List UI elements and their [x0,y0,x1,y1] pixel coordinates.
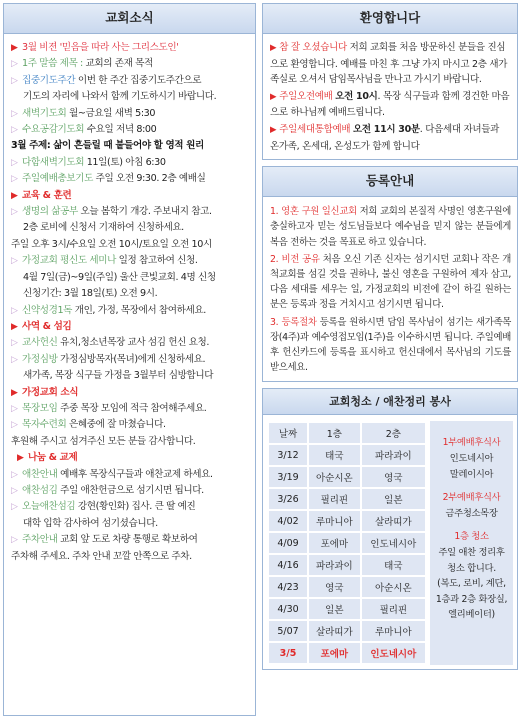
news-item-continuation [11,368,250,384]
bullet-marker-icon: ▷ [11,157,18,168]
cell-floor1: 포에마 [309,533,360,553]
news-item [11,253,250,269]
news-text: 주일 오후 3시/수요일 오전 10시/토요일 오전 10시 [11,238,212,250]
bullet-marker-icon: ▷ [11,403,18,414]
news-label: 신약성경1독 [22,304,73,316]
news-text: 개인, 가정, 목장에서 참여하세요. [72,304,206,316]
news-item [11,56,250,72]
bullet-marker-icon: ▷ [11,59,18,70]
cell-date: 4/09 [269,533,307,553]
registration-label: 1. 영혼 구원 일신교회 [270,206,357,218]
registration-paragraph [270,252,511,313]
table-row [269,621,425,641]
cell-floor1: 필리핀 [309,489,360,509]
news-item [11,467,250,483]
news-text: 월~금요일 새벽 5:30 [66,107,156,119]
notes-cleaning-line4: 1층과 2층 화장실, [435,593,508,605]
news-text: 대학 입학 감사하여 섬기셨습니다. [23,517,158,529]
news-item [11,417,250,433]
cell-date: 3/26 [269,489,307,509]
bullet-marker-icon: ▶ [11,387,18,398]
bullet-marker-icon: ▷ [11,75,18,86]
cell-floor1: 포에마 [309,643,360,663]
news-label: 가정교회 평신도 세미나 [22,255,116,267]
news-label: 오늘애찬섬김 [22,501,76,513]
welcome-paragraph [270,40,510,88]
welcome-panel [262,3,518,160]
news-text: 강현(황인화) 집사. 큰 딸 예진 [75,501,196,513]
news-item-continuation [11,434,250,450]
welcome-text: 주일오전예배 [279,90,333,102]
news-item-continuation [11,516,250,532]
bullet-marker-icon: ▷ [11,469,18,480]
cleaning-content [263,415,517,669]
welcome-paragraph [270,89,510,121]
church-news-list [4,34,255,565]
notes-cleaning-title: 1층 청소 [454,531,489,543]
news-text: 오늘 봄학기 개강. 주보내지 참고. [77,206,212,218]
news-label: 애찬안내 [22,468,58,480]
news-item [11,106,250,122]
news-label: 집중기도주간 [22,74,76,86]
news-text: 주일 오전 9:30. 2층 예배실 [92,173,206,185]
cell-date: 4/23 [269,577,307,597]
news-item [11,122,250,138]
cell-date: 3/5 [269,643,307,663]
news-label: 목자수련회 [22,419,67,431]
news-item [11,319,250,335]
notes-cleaning-line5: 엘리베이터) [448,609,495,621]
news-text: 가정심방목자(목녀)에게 신청하세요. [57,353,206,365]
news-text: 이번 한 주간 집중기도주간으로 [75,74,202,86]
bullet-marker-icon: ▷ [11,125,18,136]
news-text: 주차해 주세요. 주차 안내 꼬깔 안쪽으로 주차. [11,550,192,562]
welcome-text: 오전 10시 [335,90,378,102]
bullet-marker-icon: ▶ [17,453,24,464]
cell-floor2: 루마니아 [362,621,425,641]
cell-floor1: 일본 [309,599,360,619]
news-text: 주중 목장 모임에 적극 참여해주세요. [57,402,207,414]
cell-floor2: 아순시온 [362,577,425,597]
news-label: 사역 & 섬김 [22,320,72,332]
news-item [11,450,250,466]
news-item [11,385,250,401]
news-text: 유치,청소년목장 교사 섬김 헌신 요청. [57,337,210,349]
table-row [269,599,425,619]
welcome-text: . 목장 식구들과 함께 경건한 마음으로 하나님께 예배드립니다. [270,90,510,119]
news-label: 가정심방 [22,353,58,365]
news-item [11,40,250,56]
registration-label: 3. 등록절차 [270,316,317,328]
news-item [11,73,250,89]
bullet-marker-icon: ▷ [11,305,18,316]
news-item-continuation [11,549,250,565]
news-item [11,532,250,548]
registration-label: 2. 비전 공유 [270,253,320,265]
bullet-marker-icon: ▶ [11,43,18,53]
notes-meal2-line1: 금주청소목장 [445,507,498,519]
cell-date: 3/19 [269,467,307,487]
notes-meal2-title: 2부예배후식사 [442,492,501,504]
header-floor1: 1층 [309,423,360,443]
news-text: 2층 로비에 신청서 기재하여 신청하세요. [23,222,184,234]
triangle-bullet-icon: ▶ [270,91,277,102]
notes-meal1-line1: 인도네시아 [449,452,494,464]
header-floor2: 2층 [362,423,425,443]
notes-cleaning-line3: (복도, 로비, 계단, [437,578,506,590]
bullet-marker-icon: ▷ [11,207,18,218]
news-label: 새벽기도회 [22,107,67,119]
registration-body [263,197,517,381]
church-news-panel [3,3,256,716]
registration-paragraph [270,315,511,376]
news-item [11,303,250,319]
news-item-continuation [11,138,250,154]
news-text: 일정 참고하여 신청. [115,255,198,267]
cleaning-panel [262,388,518,670]
triangle-bullet-icon: ▶ [270,43,277,53]
news-label: 가정교회 소식 [22,386,79,398]
news-label: 생명의 삶공부 [22,206,78,218]
notes-cleaning-line1: 주일 애찬 정리후 [438,546,505,558]
notes-meal1-line2: 말레이시아 [449,468,494,480]
bullet-marker-icon: ▷ [11,174,18,185]
welcome-text: 주일세대통합예배 [279,123,351,135]
welcome-body [263,34,517,159]
cell-date: 3/12 [269,445,307,465]
cell-floor2: 파라과이 [362,445,425,465]
news-text: 예배후 목장식구들과 애찬교제 하세요. [57,468,213,480]
bullet-marker-icon: ▶ [11,190,18,201]
cell-floor1: 살라띠가 [309,621,360,641]
news-item [11,171,250,187]
welcome-title: 환영합니다 [263,4,517,34]
news-text: 은혜중에 잘 마쳤습니다. [66,419,166,431]
news-item [11,204,250,220]
news-label: 주차안내 [22,534,58,546]
cell-floor2: 필리핀 [362,599,425,619]
cell-floor2: 살라띠가 [362,511,425,531]
cell-date: 4/30 [269,599,307,619]
cell-floor2: 인도네시아 [362,643,425,663]
cell-floor1: 파라과이 [309,555,360,575]
registration-text: 처음 오신 기존 신자는 섬기시던 교회나 작은 개척교회를 섬길 것을 권하나, 불신 영혼을 구원하여 제자 삼고, 다음 세대를 세우는 일, 가정교회의 비전에 같이 하길 원하는 분은 등록과 정을 거치시고 섬기시면 됩니다. [270,253,511,311]
news-label: 교육 & 훈련 [22,189,72,201]
news-text: 새가족, 목장 식구들 가정을 3월부터 심방합니다 [23,370,214,382]
news-label: 3월 비젼 '믿음을 따라 사는 그리스도인' [22,42,179,53]
news-label: 다함새벽기도회 [22,156,85,168]
news-text: 신청기간: 3월 18일(토) 오전 9시. [23,288,158,300]
cell-floor1: 태국 [309,445,360,465]
news-text: 주일 애찬헌금으로 섬기시면 됩니다. [57,484,204,496]
news-item [11,188,250,204]
news-item [11,352,250,368]
news-item [11,483,250,499]
news-item [11,401,250,417]
bullet-marker-icon: ▷ [11,485,18,496]
news-label: 목장모임 [22,402,58,414]
news-label: 주일예배총보기도 [22,173,93,185]
news-text: 수요일 저녁 8:00 [84,124,157,136]
news-text: 교회 앞 도로 차량 통행로 확보하여 [57,534,198,546]
news-item-continuation [11,270,250,286]
welcome-paragraph [270,122,510,154]
right-column [262,3,518,716]
news-text: 11일(토) 아침 6:30 [84,156,166,168]
cell-floor2: 일본 [362,489,425,509]
bullet-marker-icon: ▷ [11,338,18,349]
registration-text: 등록을 원하시면 담임 목사님이 섬기는 새가족목장(4주)과 예수영접모임(1주)을 이수하시면 됩니다. 주일예배후 헌신카드에 등록을 표시하고 헌신대에서 목사님의 기도를 받으세요. [270,316,511,374]
welcome-text: 저희 교회를 처음 방문하신 분들을 진심으로 환영합니다. 예배를 마친 후 그냥 가지 마시고 2층 새가족실로 오셔서 담임목사님을 만나고 가시기 바랍니다. [270,42,508,86]
bullet-marker-icon: ▷ [11,502,18,513]
welcome-text: . 다음세대 자녀들과 온가족, 온세대, 온성도가 함께 합니다 [270,123,499,152]
news-text: 4월 7일(금)~9일(주일) 울산 큰빛교회. 4명 신청 [23,271,216,283]
notes-meal1-title: 1부예배후식사 [442,437,501,449]
cleaning-schedule-table [267,421,427,665]
news-label: 3월 주제: 삶이 흔들릴 때 붙들어야 할 영적 원리 [11,140,204,152]
notes-cleaning-line2: 청소 합니다. [447,562,496,574]
cell-floor2: 인도네시아 [362,533,425,553]
table-header-row [269,423,425,443]
triangle-bullet-icon: ▶ [270,124,277,135]
cell-floor1: 아순시온 [309,467,360,487]
table-row [269,533,425,553]
table-row [269,511,425,531]
cell-date: 5/07 [269,621,307,641]
welcome-text: 오전 11시 30분 [353,123,420,135]
bullet-marker-icon: ▷ [11,354,18,365]
news-item-continuation [11,220,250,236]
news-text: 후원해 주시고 섬겨주신 모든 분들 감사합니다. [11,435,196,447]
news-item-continuation [11,286,250,302]
registration-title: 등록안내 [263,167,517,197]
table-row [269,577,425,597]
cell-date: 4/02 [269,511,307,531]
bullet-marker-icon: ▷ [11,256,18,267]
cleaning-notes [430,421,513,665]
news-label: 교사헌신 [22,337,58,349]
table-row [269,643,425,663]
news-label: 수요공감기도회 [22,124,85,136]
news-item-continuation [11,237,250,253]
cell-floor2: 영국 [362,467,425,487]
church-news-title: 교회소식 [4,4,255,34]
table-row [269,445,425,465]
news-text: 교회의 존재 목적 [85,58,153,70]
news-label: 1주 말씀 제목 : [22,58,86,70]
cell-floor1: 루마니아 [309,511,360,531]
cell-date: 4/16 [269,555,307,575]
news-item [11,335,250,351]
cell-floor2: 태국 [362,555,425,575]
bullet-marker-icon: ▷ [11,535,18,546]
cell-floor1: 영국 [309,577,360,597]
registration-paragraph [270,204,511,250]
bullet-marker-icon: ▶ [11,321,18,332]
header-date: 날짜 [269,423,307,443]
registration-text: 저희 교회의 본질적 사명인 영혼구원에 충실하고자 믿는 성도님들보다 예수님을 믿지 않는 분들에게 복음 전하는 것을 목표로 하고 있습니다. [270,206,511,248]
news-item-continuation [11,89,250,105]
news-label: 애찬섬김 [22,484,58,496]
news-text: 기도의 자리에 나와서 함께 기도하시기 바랍니다. [23,91,217,103]
table-row [269,489,425,509]
bullet-marker-icon: ▷ [11,108,18,119]
bullet-marker-icon: ▷ [11,420,18,431]
news-item [11,155,250,171]
news-label: 나눔 & 교제 [28,452,78,464]
table-row [269,555,425,575]
cleaning-title: 교회청소 / 애찬정리 봉사 [263,389,517,415]
table-row [269,467,425,487]
news-item [11,499,250,515]
registration-panel [262,166,518,382]
welcome-text: 참 잘 오셨습니다 [279,42,347,53]
